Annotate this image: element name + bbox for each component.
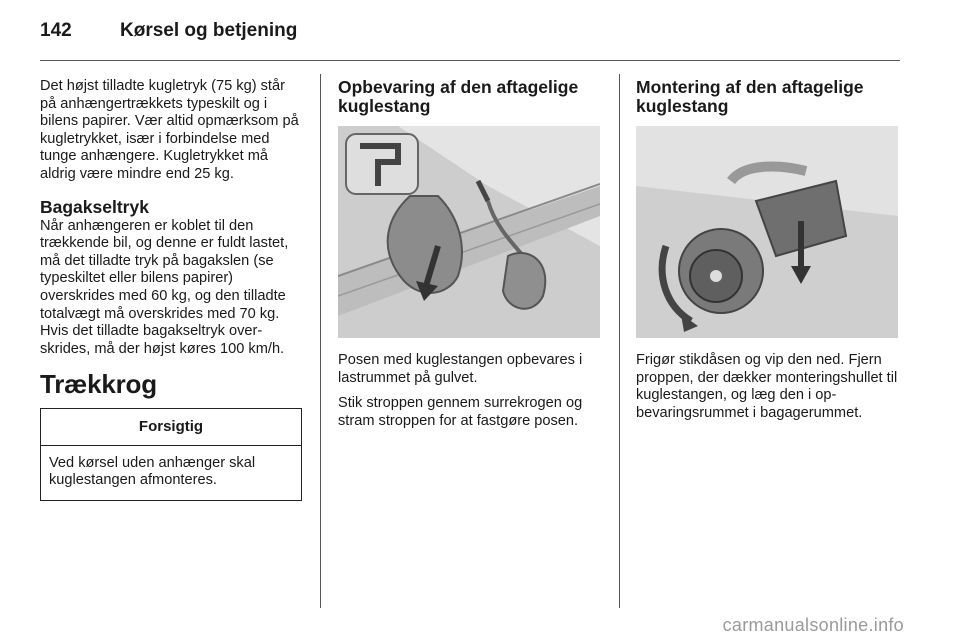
mounting-paragraph-1: Frigør stikdåsen og vip den ned. Fjern proppen, der dækker monteringshullet til kuglestangen, og læg den i opbevaringsrummet i bagagerummet.: [636, 352, 898, 421]
column-divider: [619, 74, 620, 608]
section-heading-storage: Opbevaring af den aftagelige kuglestang: [338, 77, 579, 116]
page-header: [40, 20, 297, 42]
caution-box: [40, 408, 302, 501]
column-2: [338, 78, 600, 438]
section-heading-mounting: Montering af den aftagelige kuglestang: [636, 77, 864, 116]
chapter-title: Kørsel og betjening: [120, 20, 298, 41]
watermark: carmanualsonline.info: [722, 615, 904, 635]
section-heading-bagakseltryk: Bagakseltryk: [40, 196, 149, 217]
column-3: [636, 78, 900, 430]
storage-paragraph-2: Stik stroppen gennem surrekrogen og stram stroppen for at fastgøre posen.: [338, 395, 583, 429]
storage-paragraph-1: Posen med kuglestangen opbevares i lastrummet på gulvet.: [338, 352, 583, 386]
column-divider: [320, 74, 321, 608]
intro-paragraph: Det højst tilladte kugletryk (75 kg) står på anhængertrækkets typeskilt og i bilens papirer. Vær altid opmærksom på kugletrykket, især i forbindelse med tunge anhængere. Kugletrykket må aldrig være mindre end 25 kg.: [40, 78, 299, 182]
page-number: 142: [40, 20, 72, 41]
illustration-bag-storage: [338, 126, 600, 338]
column-1: [40, 78, 302, 501]
chapter-section-title: Trækkrog: [40, 369, 157, 400]
caution-text: Ved kørsel uden anhænger skal kuglestangen afmonteres.: [49, 454, 256, 489]
header-rule: [40, 60, 900, 61]
illustration-mounting: [636, 126, 898, 338]
caution-title: Forsigtig: [41, 409, 301, 446]
bagakseltryk-paragraph: Når anhængeren er koblet til den trækkende bil, og denne er fuldt lastet, må det tilladte tryk på bagakslen (se typeskiltet eller bilens papirer) overskrides med 60 kg, og den tilladte totalvægt må overskrides med 70 kg. Hvis det tilladte bagakseltryk overskrides, må der højst køres 100 km/h.: [40, 217, 289, 357]
